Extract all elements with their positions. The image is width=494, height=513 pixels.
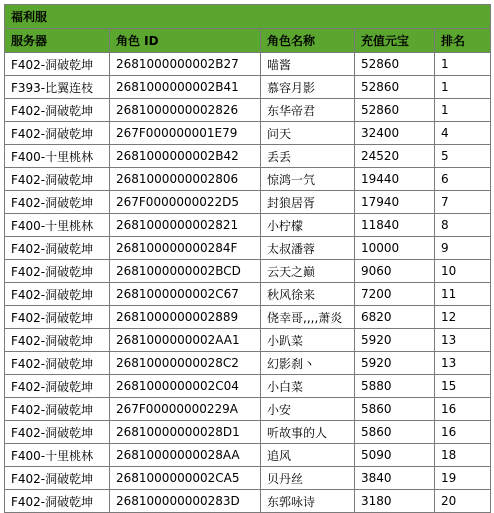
cell-rank: 9 [435, 237, 491, 260]
ranking-sheet [4, 4, 490, 513]
cell-role-id: 2681000000002B27 [110, 53, 261, 76]
cell-recharge: 5880 [355, 375, 435, 398]
cell-role-name: 小安 [261, 398, 355, 421]
cell-server: F402-洞破乾坤 [5, 260, 110, 283]
cell-rank: 5 [435, 145, 491, 168]
header-row [5, 29, 491, 53]
cell-role-id: 268100000000283D [110, 490, 261, 513]
cell-role-name: 喵酱 [261, 53, 355, 76]
cell-rank: 1 [435, 53, 491, 76]
cell-role-id: 267F000000001E79 [110, 122, 261, 145]
cell-role-name: 慕容月影 [261, 76, 355, 99]
header-rank: 排名 [435, 29, 491, 53]
cell-role-id: 2681000000002BCD [110, 260, 261, 283]
cell-rank: 15 [435, 375, 491, 398]
cell-role-name: 侥幸哥,,,,萧炎 [261, 306, 355, 329]
cell-role-id: 2681000000002B41 [110, 76, 261, 99]
cell-server: F400-十里桃林 [5, 444, 110, 467]
cell-server: F402-洞破乾坤 [5, 421, 110, 444]
cell-rank: 13 [435, 329, 491, 352]
cell-rank: 1 [435, 99, 491, 122]
table-banner-row [5, 5, 491, 29]
cell-recharge: 52860 [355, 99, 435, 122]
cell-rank: 16 [435, 398, 491, 421]
cell-role-id: 26810000000028C2 [110, 352, 261, 375]
cell-role-id: 2681000000002CA5 [110, 467, 261, 490]
cell-rank: 4 [435, 122, 491, 145]
cell-role-name: 惊鸿一氕 [261, 168, 355, 191]
table-row [5, 375, 491, 398]
cell-role-name: 听故事的人 [261, 421, 355, 444]
cell-recharge: 7200 [355, 283, 435, 306]
cell-server: F402-洞破乾坤 [5, 467, 110, 490]
cell-role-id: 268100000000284F [110, 237, 261, 260]
cell-recharge: 52860 [355, 76, 435, 99]
cell-recharge: 5860 [355, 421, 435, 444]
cell-server: F402-洞破乾坤 [5, 53, 110, 76]
cell-server: F402-洞破乾坤 [5, 490, 110, 513]
cell-recharge: 11840 [355, 214, 435, 237]
cell-server: F402-洞破乾坤 [5, 99, 110, 122]
cell-role-name: 小柠檬 [261, 214, 355, 237]
cell-role-name: 问天 [261, 122, 355, 145]
cell-rank: 16 [435, 421, 491, 444]
table-row [5, 237, 491, 260]
cell-role-id: 2681000000002AA1 [110, 329, 261, 352]
cell-role-id: 2681000000002821 [110, 214, 261, 237]
cell-rank: 1 [435, 76, 491, 99]
table-row [5, 260, 491, 283]
table-row [5, 168, 491, 191]
header-server: 服务器 [5, 29, 110, 53]
cell-role-id: 267F00000000229A [110, 398, 261, 421]
table-row [5, 306, 491, 329]
cell-server: F402-洞破乾坤 [5, 329, 110, 352]
cell-role-id: 2681000000002C67 [110, 283, 261, 306]
cell-role-id: 267F0000000022D5 [110, 191, 261, 214]
cell-server: F402-洞破乾坤 [5, 375, 110, 398]
table-title: 福利服 [5, 5, 491, 29]
table-row [5, 122, 491, 145]
table-row [5, 214, 491, 237]
cell-recharge: 17940 [355, 191, 435, 214]
cell-recharge: 3180 [355, 490, 435, 513]
cell-role-id: 2681000000002806 [110, 168, 261, 191]
cell-role-id: 2681000000002C04 [110, 375, 261, 398]
cell-role-id: 2681000000002B42 [110, 145, 261, 168]
cell-recharge: 3840 [355, 467, 435, 490]
cell-role-name: 贝丹丝 [261, 467, 355, 490]
cell-server: F402-洞破乾坤 [5, 352, 110, 375]
table-row [5, 283, 491, 306]
cell-rank: 7 [435, 191, 491, 214]
ranking-table [4, 4, 491, 513]
cell-recharge: 5090 [355, 444, 435, 467]
cell-rank: 18 [435, 444, 491, 467]
table-row [5, 329, 491, 352]
cell-recharge: 5920 [355, 352, 435, 375]
cell-recharge: 10000 [355, 237, 435, 260]
cell-rank: 13 [435, 352, 491, 375]
table-row [5, 444, 491, 467]
cell-recharge: 24520 [355, 145, 435, 168]
table-row [5, 191, 491, 214]
cell-rank: 12 [435, 306, 491, 329]
cell-rank: 11 [435, 283, 491, 306]
cell-recharge: 19440 [355, 168, 435, 191]
cell-role-id: 26810000000028D1 [110, 421, 261, 444]
cell-server: F402-洞破乾坤 [5, 398, 110, 421]
cell-server: F402-洞破乾坤 [5, 237, 110, 260]
header-role-id: 角色 ID [110, 29, 261, 53]
cell-server: F402-洞破乾坤 [5, 306, 110, 329]
cell-rank: 10 [435, 260, 491, 283]
cell-rank: 8 [435, 214, 491, 237]
table-row [5, 490, 491, 513]
cell-recharge: 52860 [355, 53, 435, 76]
table-row [5, 53, 491, 76]
cell-role-id: 2681000000002826 [110, 99, 261, 122]
cell-role-name: 幻影刹丶 [261, 352, 355, 375]
cell-rank: 19 [435, 467, 491, 490]
cell-recharge: 9060 [355, 260, 435, 283]
table-row [5, 467, 491, 490]
cell-role-name: 太叔潘蓉 [261, 237, 355, 260]
cell-server: F402-洞破乾坤 [5, 168, 110, 191]
table-row [5, 421, 491, 444]
cell-rank: 20 [435, 490, 491, 513]
cell-role-name: 小白菜 [261, 375, 355, 398]
cell-server: F402-洞破乾坤 [5, 191, 110, 214]
cell-role-name: 东郭咏诗 [261, 490, 355, 513]
cell-recharge: 5860 [355, 398, 435, 421]
cell-role-name: 东华帝君 [261, 99, 355, 122]
cell-role-name: 小趴菜 [261, 329, 355, 352]
table-row [5, 352, 491, 375]
cell-role-name: 云天之巅 [261, 260, 355, 283]
cell-server: F402-洞破乾坤 [5, 122, 110, 145]
cell-role-name: 追风 [261, 444, 355, 467]
cell-recharge: 5920 [355, 329, 435, 352]
header-role-name: 角色名称 [261, 29, 355, 53]
cell-role-id: 26810000000028AA [110, 444, 261, 467]
header-recharge: 充值元宝 [355, 29, 435, 53]
cell-server: F393-比翼连枝 [5, 76, 110, 99]
cell-server: F400-十里桃林 [5, 214, 110, 237]
table-row [5, 398, 491, 421]
cell-recharge: 32400 [355, 122, 435, 145]
cell-role-name: 丢丢 [261, 145, 355, 168]
table-row [5, 99, 491, 122]
table-row [5, 76, 491, 99]
cell-role-name: 封狼居胥 [261, 191, 355, 214]
cell-role-name: 秋风徐来 [261, 283, 355, 306]
cell-server: F402-洞破乾坤 [5, 283, 110, 306]
cell-recharge: 6820 [355, 306, 435, 329]
cell-server: F400-十里桃林 [5, 145, 110, 168]
cell-rank: 6 [435, 168, 491, 191]
table-row [5, 145, 491, 168]
cell-role-id: 2681000000002889 [110, 306, 261, 329]
